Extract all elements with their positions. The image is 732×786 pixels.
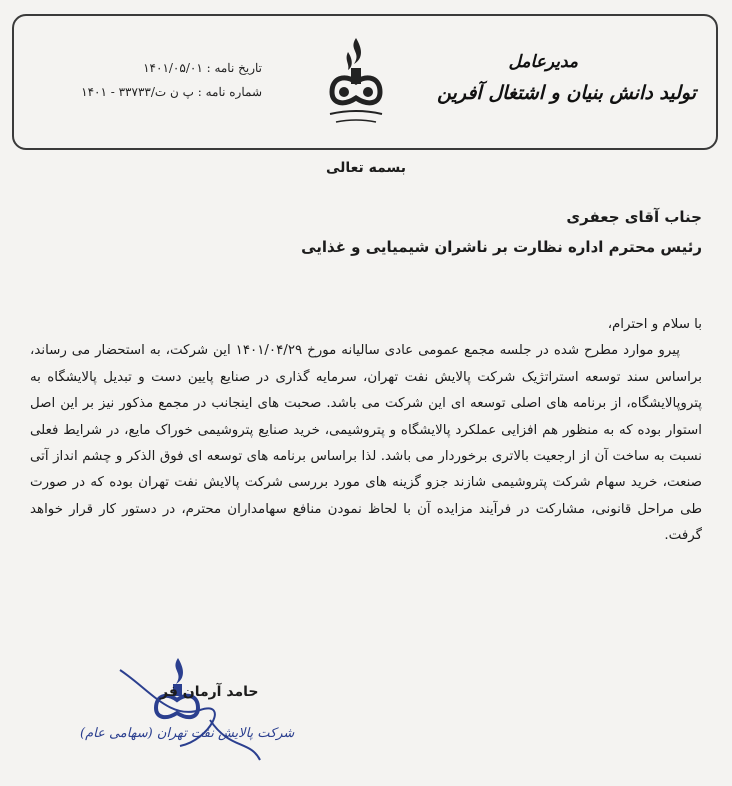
body-paragraph: پیرو موارد مطرح شده در جلسه مجمع عمومی عادی سالیانه مورخ ۱۴۰۱/۰۴/۲۹ این شرکت، به استحضار می رساند، براساس سند توسعه استراتژیک شرکت پالایش نفت تهران، سرمایه گذاری در صنایع پایین دست و تبدیل پالایشگاه به پتروپالایشگاه، از برنامه های اصلی توسعه ای این شرکت می باشد. صحبت های اینجانب در مجمع مذکور نیز بر این اصل استوار بوده که به منظور هم افزایی عملکرد پالایشگاه و پتروشیمی، خرید صنایع پتروشیمی خوراک مایع، در شرایط فعلی نسبت به ساخت آن از ارجعیت بالاتری برخوردار می باشد. لذا براساس برنامه های توسعه ای فوق الذکر و چشم انداز آتی صنعت، خرید سهام شرکت پتروشیمی شازند جزو گزینه های مورد بررسی شرکت پالایش نفت تهران بوده که در صورت طی مراحل قانونی، مشارکت در فرآیند مزایده آن با لحاظ نمودن منافع سهامداران محترم، در دستور کار قرار خواهد گرفت. <box>30 343 702 544</box>
company-stamp-text: شرکت پالایش نفت تهران (سهامی عام) <box>80 726 295 741</box>
addressee-name: جناب آقای جعفری <box>566 208 702 226</box>
letter-number: شماره نامه : پ ن ت/۳۳۷۳۳ - ۱۴۰۱ <box>81 85 262 99</box>
department-subtitle: تولید دانش بنیان و اشتغال آفرین <box>437 82 696 104</box>
addressee-role: رئیس محترم اداره نظارت بر ناشران شیمیایی و غذایی <box>301 238 702 256</box>
letter-body <box>30 312 702 550</box>
refinery-flame-logo-icon <box>318 34 394 130</box>
signer-name: حامد آرمان فر <box>160 684 259 700</box>
bismillah-heading: بسمه تعالی <box>325 160 407 176</box>
addressee-block <box>301 202 702 262</box>
department-title: مدیرعامل <box>508 52 578 72</box>
letter-meta <box>72 56 262 104</box>
greeting: با سلام و احترام، <box>607 317 702 332</box>
letter-date: تاریخ نامه : ۱۴۰۱/۰۵/۰۱ <box>143 61 262 75</box>
department-heading <box>437 52 696 104</box>
company-seal-logo-icon <box>60 650 310 780</box>
